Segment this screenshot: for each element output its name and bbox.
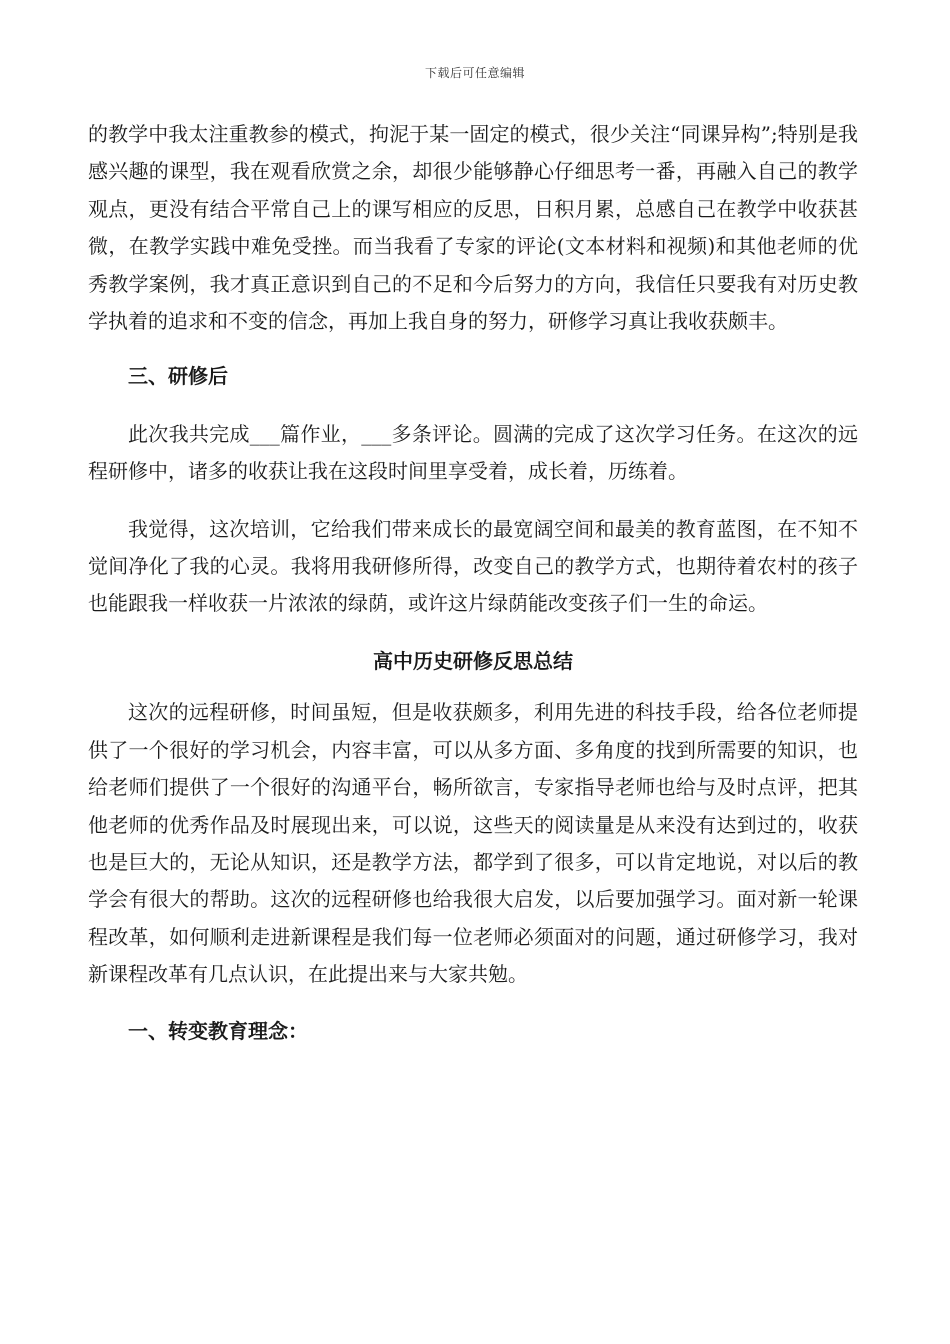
document-body [88,116,858,1050]
paragraph-continuation: 的教学中我太注重教参的模式，拘泥于某一固定的模式，很少关注“同课异构”;特别是我感兴趣的课型，我在观看欣赏之余，却很少能够静心仔细思考一番，再融入自己的教学观点，更没有结合平常自己上的课写相应的反思，日积月累，总感自己在教学中收获甚微，在教学实践中难免受挫。而当我看了专家的评论(文本材料和视频)和其他老师的优秀教学案例，我才真正意识到自己的不足和今后努力的方向，我信任只要我有对历史教学执着的追求和不变的信念，再加上我自身的努力，研修学习真让我收获颇丰。 [88,122,858,334]
paragraph-assignments: 此次我共完成___篇作业，___多条评论。圆满的完成了这次学习任务。在这次的远程研修中，诸多的收获让我在这段时间里享受着，成长着，历练着。 [88,421,858,484]
paragraph-summary: 这次的远程研修，时间虽短，但是收获颇多，利用先进的科技手段，给各位老师提供了一个很好的学习机会，内容丰富，可以从多方面、多角度的找到所需要的知识，也给老师们提供了一个很好的沟通平台，畅所欲言，专家指导老师也给与及时点评，把其他老师的优秀作品及时展现出来，可以说，这些天的阅读量是从来没有达到过的，收获也是巨大的，无论从知识，还是教学方法，都学到了很多，可以肯定地说，对以后的教学会有很大的帮助。这次的远程研修也给我很大启发，以后要加强学习。面对新一轮课程改革，如何顺利走进新课程是我们每一位老师必须面对的问题，通过研修学习，我对新课程改革有几点认识，在此提出来与大家共勉。 [88,700,858,987]
section-heading-change-concept: 一、转变教育理念： [128,1018,308,1043]
section-heading-after-training: 三、研修后 [128,364,228,389]
document-title: 高中历史研修反思总结 [373,648,573,673]
page-header: 下载后可任意编辑 [424,66,525,80]
paragraph-reflection: 我觉得，这次培训，它给我们带来成长的最宽阔空间和最美的教育蓝图，在不知不觉间净化了我的心灵。我将用我研修所得，改变自己的教学方式，也期待着农村的孩子也能跟我一样收获一片浓浓的绿荫，或许这片绿荫能改变孩子们一生的命运。 [88,516,858,616]
